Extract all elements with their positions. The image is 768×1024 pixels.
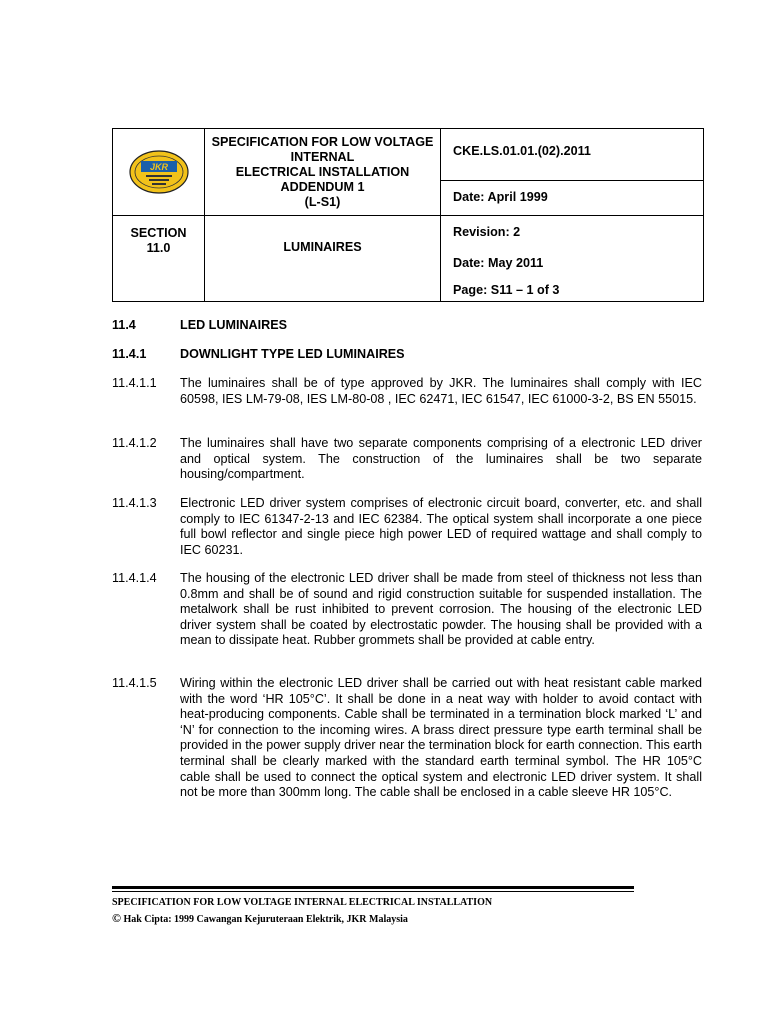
footer-rule-thin	[112, 891, 634, 892]
jkr-logo	[128, 147, 190, 197]
clause-11-4-1-3	[112, 496, 702, 560]
subheading-text: DOWNLIGHT TYPE LED LUMINAIRES	[180, 347, 405, 361]
section-title-cell	[205, 216, 441, 302]
clause-11-4-1-2	[112, 436, 702, 484]
clause-text: The luminaires shall have two separate components comprising of a electronic LED driver and optical system. The construction of the luminaires shall be two separate housing/compartment.	[180, 436, 702, 482]
logo-text: JKR	[149, 162, 168, 172]
revision-number: Revision: 2	[453, 225, 521, 239]
clause-number: 11.4.1.5	[112, 676, 157, 690]
logo-cell	[113, 129, 205, 216]
section-number: 11.0	[146, 241, 171, 255]
reference-code: CKE.LS.01.01.(02).2011	[453, 144, 591, 158]
section-cell	[113, 216, 205, 302]
heading-text: LED LUMINAIRES	[180, 318, 288, 332]
footer-title: SPECIFICATION FOR LOW VOLTAGE INTERNAL ELECTRICAL INSTALLATION	[112, 897, 493, 908]
clause-number: 11.4.1.3	[112, 496, 157, 510]
clause-number: 11.4.1.4	[112, 571, 157, 585]
clause-11-4-1-4	[112, 571, 702, 666]
clause-number: 11.4.1.1	[112, 376, 157, 390]
section-label: SECTION	[130, 226, 187, 240]
clause-11-4-1-1	[112, 376, 702, 424]
revision-date: Date: May 2011	[453, 256, 544, 270]
heading-number: 11.4	[112, 318, 136, 332]
title-cell	[205, 129, 441, 216]
clause-text: The luminaires shall be of type approved by JKR. The luminaires shall comply with IEC 60598, IES LM-79-08, IES LM-80-08 , IEC 62471, IEC 61547, IEC 61000-3-2, BS EN 55015.	[180, 376, 702, 406]
reference-cell	[441, 129, 704, 216]
clause-number: 11.4.1.2	[112, 436, 157, 450]
subheading-number: 11.4.1	[112, 347, 147, 361]
divider	[440, 180, 704, 181]
section-title: LUMINAIRES	[283, 240, 362, 254]
clause-text: Electronic LED driver system comprises of electronic circuit board, converter, etc. and shall comply to IEC 61347-2-13 and IEC 62384. The optical system shall incorporate a one piece full bowl reflector and single piece high power LED of required wattage and shall comply to IEC 60231.	[180, 496, 702, 557]
footer-copyright	[112, 911, 408, 926]
revision-cell	[441, 216, 704, 302]
clause-11-4-1-5	[112, 676, 702, 818]
clause-text: Wiring within the electronic LED driver shall be carried out with heat resistant cable marked with the word ‘HR 105°C’. It shall be done in a neat way with holder to avoid contact with heat-producing components. Cable shall be terminated in a termination block marked ‘L’ and ‘N’ for connection to the incoming wires. A brass direct pressure type earth terminal shall be provided in the power supply driver near the termination block for earth connection. This earth terminal shall be clearly marked with the standard earth terminal symbol. The HR 105°C cable shall be used to connect the optical system and electronic LED driver system. It shall not be more than 300mm long. The cable shall be enclosed in a cable sleeve HR 105°C.	[180, 676, 702, 800]
issue-date: Date: April 1999	[453, 190, 548, 204]
copyright-text: Hak Cipta: 1999 Cawangan Kejuruteraan Elektrik, JKR Malaysia	[120, 914, 408, 925]
document-title: SPECIFICATION FOR LOW VOLTAGE INTERNAL ELECTRICAL INSTALLATION ADDENDUM 1 (L-S1)	[211, 134, 434, 209]
copyright-symbol: ©	[112, 911, 121, 925]
clause-text: The housing of the electronic LED driver shall be made from steel of thickness not less than 0.8mm and shall be of sound and rigid construction suitable for suspended installation. The metalwork shall be rust inhibited to prevent corrosion. The housing of the electronic LED driver system shall be coated by electrostatic powder. The housing shall be provided with a mean to dissipate heat. Rubber grommets shall be provided at cable entry.	[180, 571, 702, 648]
document-header-table	[112, 128, 704, 302]
footer-rule	[112, 886, 634, 889]
page-number: Page: S11 – 1 of 3	[453, 283, 560, 297]
